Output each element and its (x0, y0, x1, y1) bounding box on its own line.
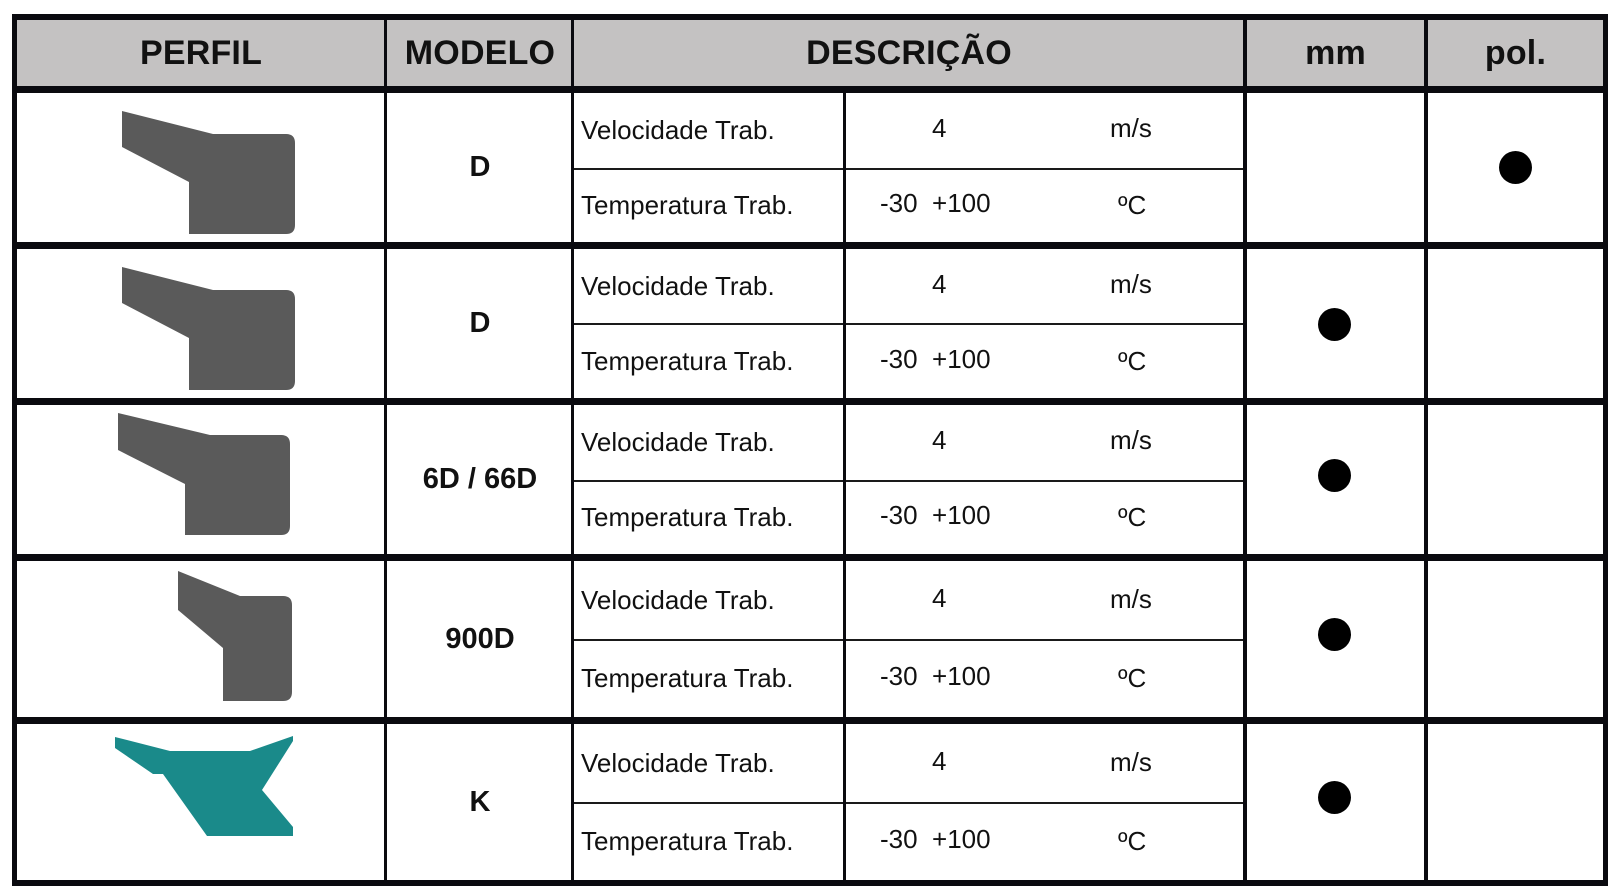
temp-unit: ºC (1118, 826, 1147, 856)
speed-label: Velocidade Trab. (581, 747, 775, 778)
speed-value: 4 (932, 268, 947, 299)
col-divider (1243, 14, 1247, 886)
speed-value: 4 (932, 424, 947, 455)
model-label: 6D / 66D (422, 463, 538, 495)
temp-value: -30 +100 (880, 499, 991, 530)
sub-row-divider (574, 480, 1244, 482)
speed-label: Velocidade Trab. (581, 584, 775, 615)
temp-value: -30 +100 (880, 343, 991, 374)
temp-label: Temperatura Trab. (581, 189, 794, 220)
seal-profile-d-icon (12, 249, 385, 398)
pol-indicator-dot (1499, 151, 1532, 184)
header-divider (12, 86, 1608, 93)
temp-unit: ºC (1118, 189, 1147, 220)
speed-unit: m/s (1110, 268, 1152, 299)
header-modelo: MODELO (404, 33, 556, 72)
model-label: K (469, 785, 491, 818)
speed-label: Velocidade Trab. (581, 270, 775, 301)
model-label: 900D (445, 622, 515, 655)
temp-value: -30 +100 (880, 660, 991, 691)
speed-value: 4 (932, 745, 947, 776)
mm-indicator-dot (1318, 781, 1351, 814)
row-divider (12, 554, 1608, 561)
seal-spec-table (12, 14, 1608, 886)
temp-unit: ºC (1118, 345, 1147, 376)
speed-label: Velocidade Trab. (581, 426, 775, 457)
temp-value: -30 +100 (880, 823, 991, 854)
row-divider (12, 242, 1608, 249)
header-pol: pol. (1484, 33, 1547, 72)
speed-value: 4 (932, 112, 947, 143)
temp-value: -30 +100 (880, 187, 991, 218)
border-top (12, 14, 1608, 20)
temp-label: Temperatura Trab. (581, 826, 794, 856)
temp-label: Temperatura Trab. (581, 501, 794, 532)
mm-indicator-dot (1318, 308, 1351, 341)
border-bottom (12, 880, 1608, 886)
speed-value: 4 (932, 582, 947, 613)
speed-unit: m/s (1110, 583, 1152, 614)
mm-indicator-dot (1318, 459, 1351, 492)
mm-indicator-dot (1318, 618, 1351, 651)
speed-unit: m/s (1110, 746, 1152, 777)
sub-row-divider (574, 168, 1244, 170)
header-descricao: DESCRIÇÃO (806, 33, 1012, 72)
border-left (12, 14, 17, 886)
temp-unit: ºC (1118, 501, 1147, 532)
col-divider (384, 14, 387, 886)
seal-profile-6d-icon (12, 405, 385, 554)
col-divider-inner (843, 93, 846, 886)
speed-label: Velocidade Trab. (581, 114, 775, 145)
model-label: D (469, 307, 491, 339)
row-divider (12, 398, 1608, 405)
sub-row-divider (574, 323, 1244, 325)
col-divider (571, 14, 574, 886)
model-label: D (469, 151, 491, 183)
temp-label: Temperatura Trab. (581, 663, 794, 693)
sub-row-divider (574, 802, 1244, 804)
speed-unit: m/s (1110, 112, 1152, 143)
seal-profile-k-icon (12, 724, 385, 880)
seal-profile-d-icon (12, 93, 385, 242)
temp-unit: ºC (1118, 663, 1147, 693)
border-right (1603, 14, 1608, 886)
header-perfil: PERFIL (139, 33, 263, 72)
col-divider (1424, 14, 1428, 886)
sub-row-divider (574, 639, 1244, 641)
speed-unit: m/s (1110, 424, 1152, 455)
header-mm: mm (1305, 33, 1366, 72)
temp-label: Temperatura Trab. (581, 345, 794, 376)
row-divider (12, 717, 1608, 724)
seal-profile-900d-icon (12, 561, 385, 717)
